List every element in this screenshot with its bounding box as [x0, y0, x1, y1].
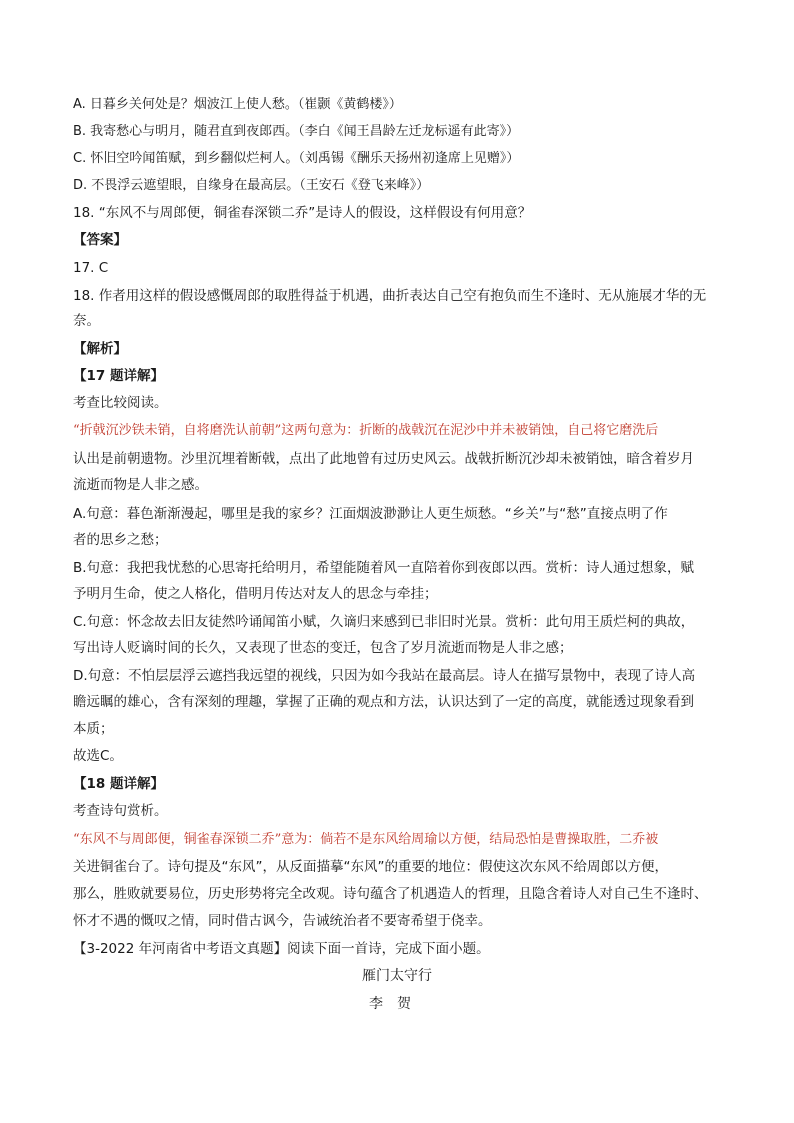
- detail-18-line2: 那么，胜败就要易位，历史形势将完全改观。诗句蕴含了机遇造人的哲理，且隐含着诗人对自己生不逢时、: [73, 886, 708, 902]
- analysis-d-line1: D.句意：不怕层层浮云遮挡我远望的视线，只因为如今我站在最高层。诗人在描写景物中，表现了诗人高: [73, 668, 696, 684]
- option-a: A. 日暮乡关何处是？烟波江上使人愁。（崔颢《黄鹤楼》）: [73, 97, 402, 112]
- choose-answer: 故选C。: [73, 748, 123, 764]
- answer-17: 17. C: [73, 260, 109, 276]
- section-instruction: 阅读下面一首诗，完成下面小题。: [287, 941, 490, 957]
- option-d: D. 不畏浮云遮望眼，自缘身在最高层。（王安石《登飞来峰》）: [73, 178, 430, 193]
- answer-heading: 【答案】: [73, 232, 127, 248]
- poem-author: 李贺: [369, 996, 425, 1012]
- detail-17-para-line1: 认出是前朝遗物。沙里沉埋着断戟，点出了此地曾有过历史风云。战戟折断沉沙却未被销蚀，暗含着岁月: [73, 451, 694, 467]
- analysis-b-line1: B.句意：我把我忧愁的心思寄托给明月，希望能随着风一直陪着你到夜郎以西。赏析：诗人通过想象，赋: [73, 560, 695, 576]
- detail-17-type: 考查比较阅读。: [73, 395, 168, 411]
- analysis-c-line2: 写出诗人贬谪时间的长久，又表现了世态的变迁，包含了岁月流逝而物是人非之感；: [73, 640, 573, 656]
- detail-17-para-line2: 流逝而物是人非之感。: [73, 477, 208, 493]
- analysis-c-line1: C.句意：怀念故去旧友徒然吟诵闻笛小赋，久谪归来感到已非旧时光景。赏析：此句用王质烂柯的典故，: [73, 614, 695, 630]
- detail-18-type: 考查诗句赏析。: [73, 803, 168, 819]
- answer-18-line2: 奈。: [73, 313, 100, 329]
- detail-17-heading: 【17 题详解】: [73, 368, 164, 384]
- poem-title: 雁门太守行: [362, 968, 432, 984]
- analysis-b-line2: 予明月生命，使之人格化，借明月传达对友人的思念与牵挂；: [73, 586, 438, 602]
- section-source: 【3-2022 年河南省中考语文真题】: [73, 941, 288, 957]
- detail-17-quote-explain: “折戟沉沙铁未销，自将磨洗认前朝”这两句意为：折断的战戟沉在泥沙中并未被销蚀，自己将它磨洗后: [73, 423, 659, 438]
- detail-18-heading: 【18 题详解】: [73, 776, 164, 792]
- analysis-heading: 【解析】: [73, 341, 127, 357]
- option-c: C. 怀旧空吟闻笛赋，到乡翻似烂柯人。（刘禹锡《酬乐天扬州初逢席上见赠》）: [73, 151, 520, 166]
- analysis-a-line1: A.句意：暮色渐渐漫起，哪里是我的家乡？江面烟波渺渺让人更生烦愁。“乡关”与“愁”直接点明了作: [73, 506, 668, 522]
- analysis-d-line3: 本质；: [73, 721, 114, 737]
- detail-18-quote-explain: “东风不与周郎便，铜雀春深锁二乔”意为：倘若不是东风给周瑜以方便，结局恐怕是曹操取胜，二乔被: [73, 832, 659, 847]
- detail-18-line1: 关进铜雀台了。诗句提及“东风”，从反面描摹“东风”的重要的地位：假使这次东风不给周郎以方便，: [73, 859, 668, 875]
- analysis-d-line2: 瞻远瞩的雄心，含有深刻的理趣，掌握了正确的观点和方法，认识达到了一定的高度，就能透过现象看到: [73, 694, 694, 710]
- analysis-a-line2: 者的思乡之愁；: [73, 532, 168, 548]
- option-b: B. 我寄愁心与明月，随君直到夜郎西。（李白《闻王昌龄左迁龙标遥有此寄》）: [73, 124, 520, 139]
- detail-18-line3: 怀才不遇的慨叹之情，同时借古讽今，告诫统治者不要寄希望于侥幸。: [73, 913, 492, 929]
- answer-18-line1: 18. 作者用这样的假设感慨周郎的取胜得益于机遇，曲折表达自己空有抱负而生不逢时、无从施展才华的无: [73, 288, 707, 304]
- question-18: 18. “东风不与周郎便，铜雀春深锁二乔”是诗人的假设，这样假设有何用意？: [73, 205, 532, 221]
- section-intro: [73, 938, 733, 960]
